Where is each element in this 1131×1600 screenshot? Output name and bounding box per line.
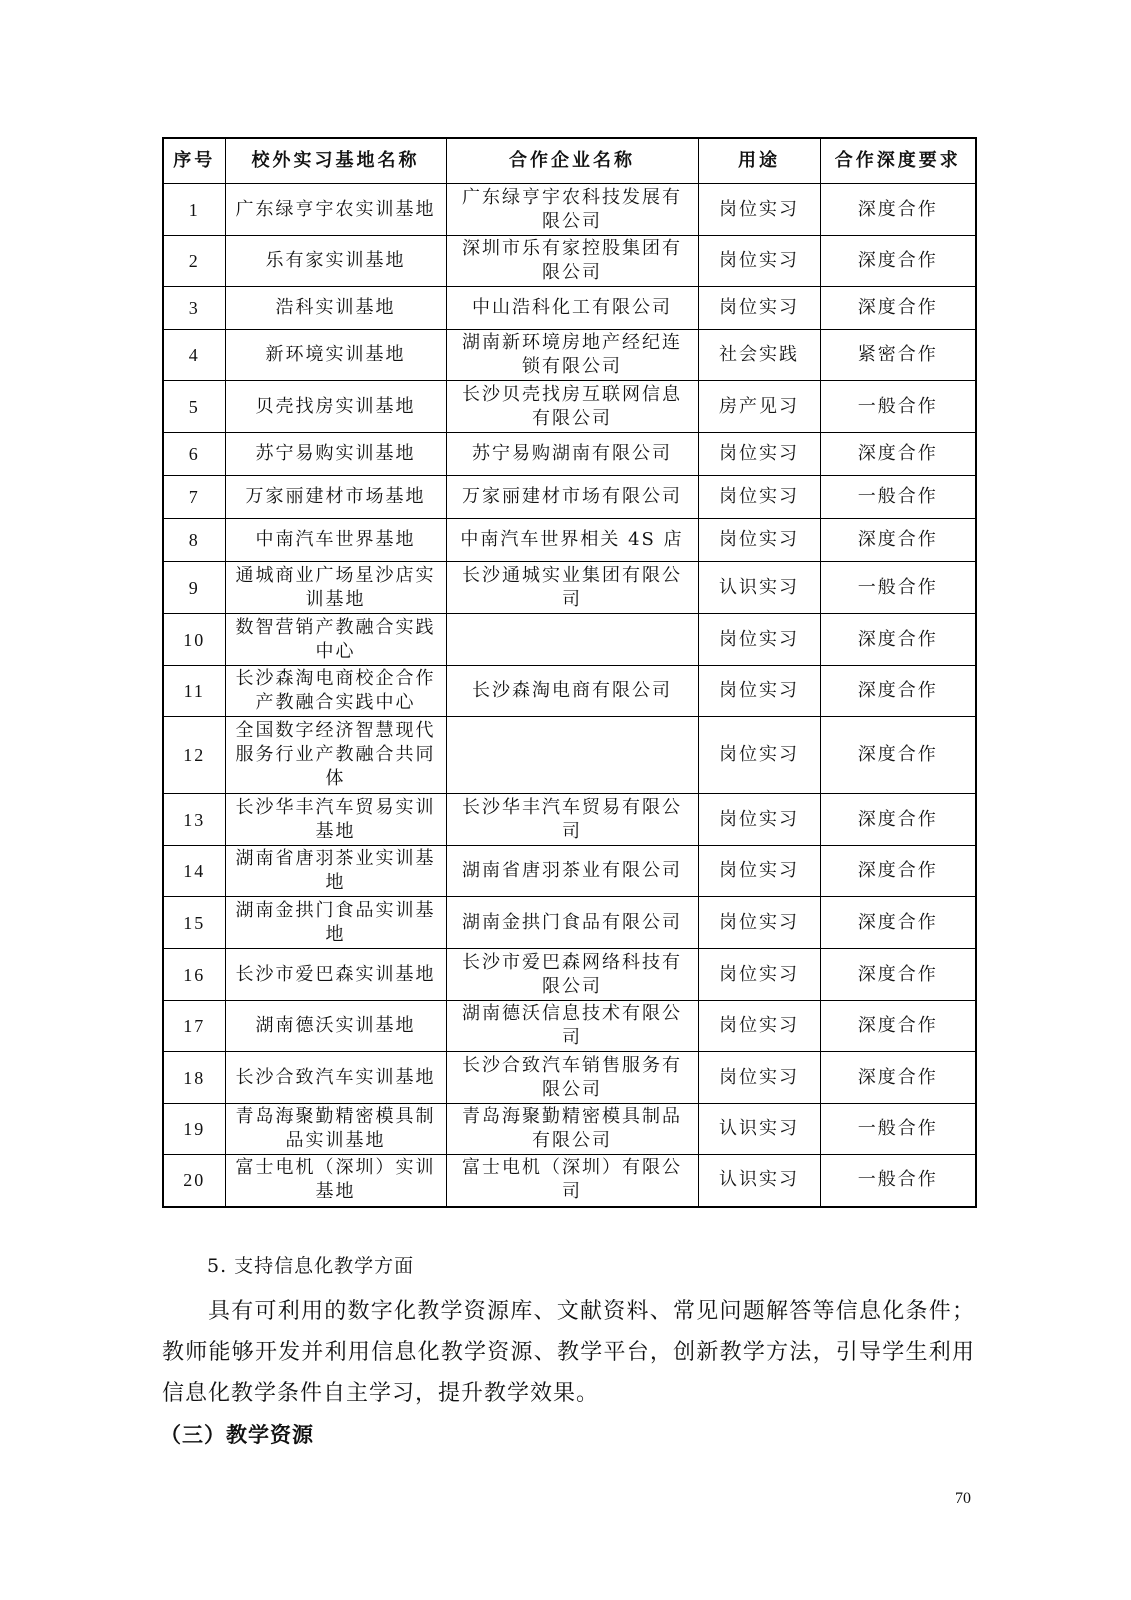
header-purpose: 用途	[698, 138, 820, 184]
row-depth: 深度合作	[820, 897, 976, 949]
table-row	[163, 1052, 976, 1104]
table-row	[163, 476, 976, 519]
row-index: 19	[163, 1104, 225, 1155]
practice-base-table	[162, 137, 977, 1208]
row-depth: 一般合作	[820, 562, 976, 614]
row-base-name: 长沙华丰汽车贸易实训基地	[225, 794, 446, 846]
row-depth: 一般合作	[820, 1155, 976, 1207]
row-depth: 深度合作	[820, 717, 976, 794]
row-company: 长沙贝壳找房互联网信息有限公司	[446, 381, 698, 433]
row-base-name: 广东绿亨宇农实训基地	[225, 184, 446, 236]
row-purpose: 岗位实习	[698, 236, 820, 287]
row-depth: 一般合作	[820, 1104, 976, 1155]
row-purpose: 岗位实习	[698, 949, 820, 1001]
row-purpose: 岗位实习	[698, 1052, 820, 1104]
row-base-name: 万家丽建材市场基地	[225, 476, 446, 519]
row-purpose: 岗位实习	[698, 476, 820, 519]
table-row	[163, 1155, 976, 1207]
header-depth: 合作深度要求	[820, 138, 976, 184]
table-row	[163, 287, 976, 330]
table-row	[163, 236, 976, 287]
row-base-name: 通城商业广场星沙店实训基地	[225, 562, 446, 614]
row-index: 7	[163, 476, 225, 519]
header-base-name: 校外实习基地名称	[225, 138, 446, 184]
row-base-name: 湖南省唐羽茶业实训基地	[225, 846, 446, 897]
row-index: 5	[163, 381, 225, 433]
table-body	[163, 184, 976, 1207]
row-purpose: 岗位实习	[698, 846, 820, 897]
row-depth: 深度合作	[820, 519, 976, 562]
table-row	[163, 717, 976, 794]
table-row	[163, 794, 976, 846]
row-base-name: 青岛海聚勤精密模具制品实训基地	[225, 1104, 446, 1155]
table-row	[163, 381, 976, 433]
table-row	[163, 666, 976, 717]
row-base-name: 乐有家实训基地	[225, 236, 446, 287]
row-purpose: 岗位实习	[698, 614, 820, 666]
row-depth: 一般合作	[820, 381, 976, 433]
row-purpose: 岗位实习	[698, 794, 820, 846]
row-purpose: 岗位实习	[698, 897, 820, 949]
row-base-name: 苏宁易购实训基地	[225, 433, 446, 476]
table-row	[163, 330, 976, 381]
row-purpose: 认识实习	[698, 1104, 820, 1155]
table-row	[163, 519, 976, 562]
row-base-name: 长沙森淘电商校企合作产教融合实践中心	[225, 666, 446, 717]
row-purpose: 岗位实习	[698, 433, 820, 476]
row-company: 湖南省唐羽茶业有限公司	[446, 846, 698, 897]
row-depth: 深度合作	[820, 614, 976, 666]
row-depth: 紧密合作	[820, 330, 976, 381]
row-depth: 深度合作	[820, 1001, 976, 1052]
row-base-name: 长沙市爱巴森实训基地	[225, 949, 446, 1001]
row-index: 13	[163, 794, 225, 846]
header-index: 序号	[163, 138, 225, 184]
row-base-name: 中南汽车世界基地	[225, 519, 446, 562]
row-index: 1	[163, 184, 225, 236]
row-index: 17	[163, 1001, 225, 1052]
row-purpose: 岗位实习	[698, 287, 820, 330]
row-depth: 深度合作	[820, 949, 976, 1001]
row-company: 湖南金拱门食品有限公司	[446, 897, 698, 949]
row-company: 苏宁易购湖南有限公司	[446, 433, 698, 476]
table-row	[163, 184, 976, 236]
row-purpose: 岗位实习	[698, 717, 820, 794]
table-row	[163, 614, 976, 666]
row-purpose: 认识实习	[698, 562, 820, 614]
row-company: 中南汽车世界相关 4S 店	[446, 519, 698, 562]
table-row	[163, 897, 976, 949]
row-base-name: 富士电机（深圳）实训基地	[225, 1155, 446, 1207]
row-company: 深圳市乐有家控股集团有限公司	[446, 236, 698, 287]
row-base-name: 贝壳找房实训基地	[225, 381, 446, 433]
table-header-row	[163, 138, 976, 184]
row-base-name: 浩科实训基地	[225, 287, 446, 330]
row-company	[446, 614, 698, 666]
row-base-name: 长沙合致汽车实训基地	[225, 1052, 446, 1104]
row-company: 长沙通城实业集团有限公司	[446, 562, 698, 614]
row-index: 14	[163, 846, 225, 897]
row-company: 长沙华丰汽车贸易有限公司	[446, 794, 698, 846]
row-base-name: 数智营销产教融合实践中心	[225, 614, 446, 666]
row-depth: 深度合作	[820, 846, 976, 897]
row-depth: 一般合作	[820, 476, 976, 519]
row-depth: 深度合作	[820, 794, 976, 846]
row-purpose: 岗位实习	[698, 184, 820, 236]
table-row	[163, 562, 976, 614]
row-index: 16	[163, 949, 225, 1001]
table-row	[163, 949, 976, 1001]
table-row	[163, 1104, 976, 1155]
row-company: 万家丽建材市场有限公司	[446, 476, 698, 519]
table-row	[163, 846, 976, 897]
page-number: 70	[955, 1490, 971, 1507]
row-purpose: 岗位实习	[698, 1001, 820, 1052]
row-purpose: 房产见习	[698, 381, 820, 433]
row-base-name: 新环境实训基地	[225, 330, 446, 381]
row-company: 湖南新环境房地产经纪连锁有限公司	[446, 330, 698, 381]
row-depth: 深度合作	[820, 1052, 976, 1104]
row-index: 4	[163, 330, 225, 381]
row-depth: 深度合作	[820, 287, 976, 330]
row-index: 8	[163, 519, 225, 562]
row-purpose: 社会实践	[698, 330, 820, 381]
row-index: 18	[163, 1052, 225, 1104]
row-base-name: 湖南德沃实训基地	[225, 1001, 446, 1052]
section-heading: （三）教学资源	[160, 1422, 314, 1447]
row-depth: 深度合作	[820, 666, 976, 717]
subheading-informatization: 5. 支持信息化教学方面	[207, 1255, 415, 1277]
row-index: 15	[163, 897, 225, 949]
body-paragraph: 具有可利用的数字化教学资源库、文献资料、常见问题解答等信息化条件；教师能够开发并利用信息化教学资源、教学平台，创新教学方法，引导学生利用信息化教学条件自主学习，提升教学效果。	[162, 1299, 975, 1406]
row-company: 广东绿亨宇农科技发展有限公司	[446, 184, 698, 236]
row-index: 11	[163, 666, 225, 717]
row-purpose: 岗位实习	[698, 519, 820, 562]
row-index: 20	[163, 1155, 225, 1207]
header-company-name: 合作企业名称	[446, 138, 698, 184]
row-company: 长沙森淘电商有限公司	[446, 666, 698, 717]
row-purpose: 岗位实习	[698, 666, 820, 717]
table-row	[163, 1001, 976, 1052]
row-company: 湖南德沃信息技术有限公司	[446, 1001, 698, 1052]
row-depth: 深度合作	[820, 433, 976, 476]
row-base-name: 全国数字经济智慧现代服务行业产教融合共同体	[225, 717, 446, 794]
row-index: 12	[163, 717, 225, 794]
row-company	[446, 717, 698, 794]
row-depth: 深度合作	[820, 236, 976, 287]
row-company: 中山浩科化工有限公司	[446, 287, 698, 330]
row-company: 长沙合致汽车销售服务有限公司	[446, 1052, 698, 1104]
row-index: 3	[163, 287, 225, 330]
row-index: 6	[163, 433, 225, 476]
row-base-name: 湖南金拱门食品实训基地	[225, 897, 446, 949]
row-company: 富士电机（深圳）有限公司	[446, 1155, 698, 1207]
row-index: 10	[163, 614, 225, 666]
row-purpose: 认识实习	[698, 1155, 820, 1207]
row-company: 青岛海聚勤精密模具制品有限公司	[446, 1104, 698, 1155]
row-index: 9	[163, 562, 225, 614]
row-company: 长沙市爱巴森网络科技有限公司	[446, 949, 698, 1001]
row-index: 2	[163, 236, 225, 287]
row-depth: 深度合作	[820, 184, 976, 236]
table-row	[163, 433, 976, 476]
